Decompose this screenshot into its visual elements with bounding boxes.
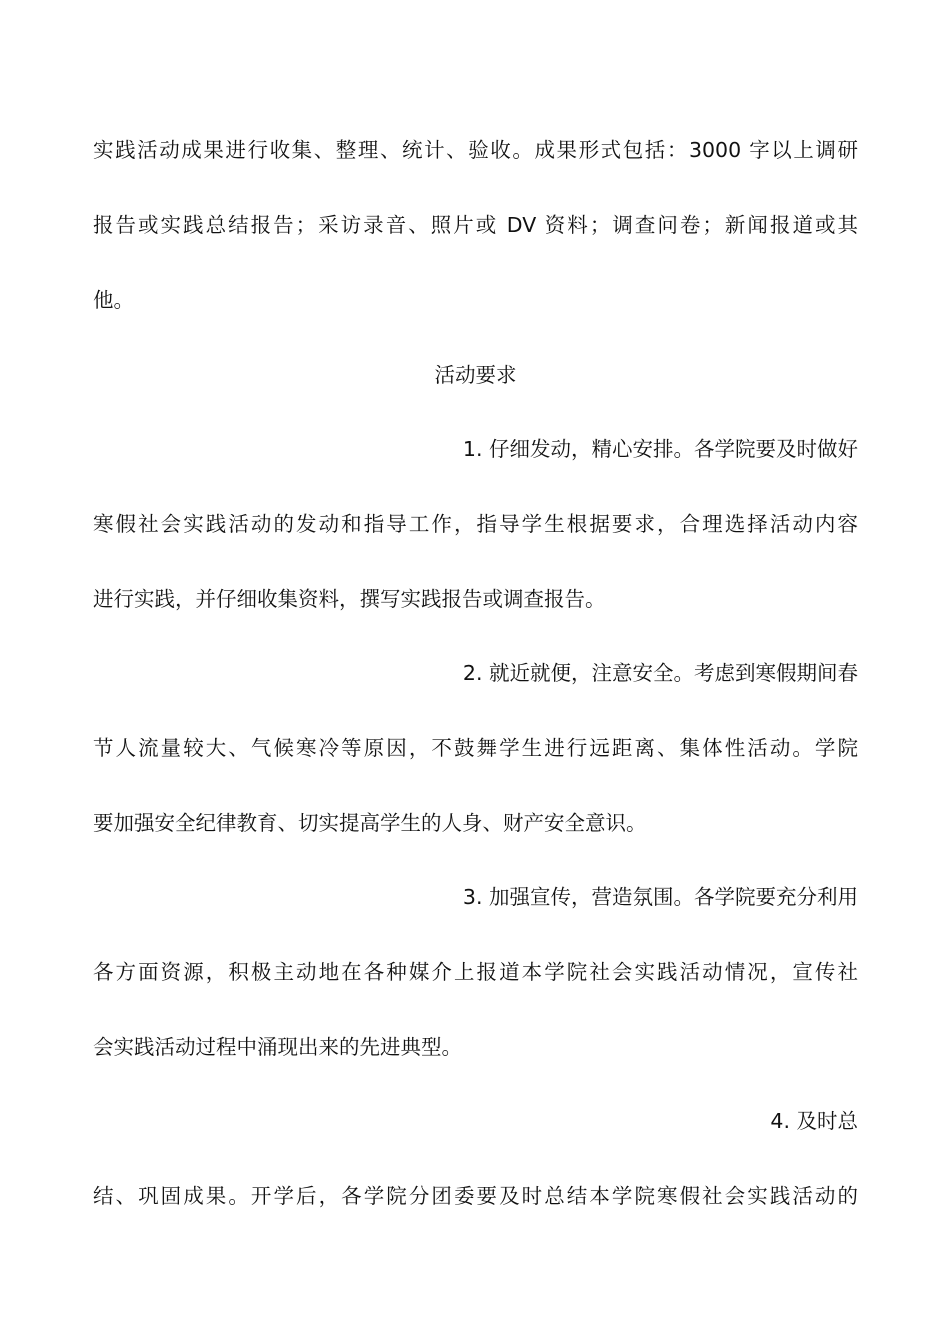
text-line: 结、巩固成果。开学后，各学院分团委要及时总结本学院寒假社会实践活动的 <box>93 1184 858 1208</box>
text-line: 会实践活动过程中涌现出来的先进典型。 <box>93 1035 462 1059</box>
text-line: 节人流量较大、气候寒冷等原因，不鼓舞学生进行远距离、集体性活动。学院 <box>93 736 858 760</box>
item-lead-line: 3. 加强宣传，营造氛围。各学院要充分利用 <box>462 885 858 909</box>
text-line: 寒假社会实践活动的发动和指导工作，指导学生根据要求，合理选择活动内容 <box>93 512 858 536</box>
item-lead-line: 1. 仔细发动，精心安排。各学院要及时做好 <box>462 437 858 461</box>
text-line: 实践活动成果进行收集、整理、统计、验收。成果形式包括：3000 字以上调研 <box>93 138 858 162</box>
text-line: 各方面资源，积极主动地在各种媒介上报道本学院社会实践活动情况，宣传社 <box>93 960 858 984</box>
text-line: 要加强安全纪律教育、切实提高学生的人身、财产安全意识。 <box>93 811 647 835</box>
text-line: 进行实践，并仔细收集资料，撰写实践报告或调查报告。 <box>93 587 606 611</box>
text-line: 报告或实践总结报告；采访录音、照片或 DV 资料；调查问卷；新闻报道或其 <box>93 213 858 237</box>
text-line: 他。 <box>93 288 134 312</box>
item-lead-line: 2. 就近就便，注意安全。考虑到寒假期间春 <box>462 661 858 685</box>
item-lead-line: 4. 及时总 <box>770 1109 858 1133</box>
section-heading: 活动要求 <box>434 363 517 387</box>
